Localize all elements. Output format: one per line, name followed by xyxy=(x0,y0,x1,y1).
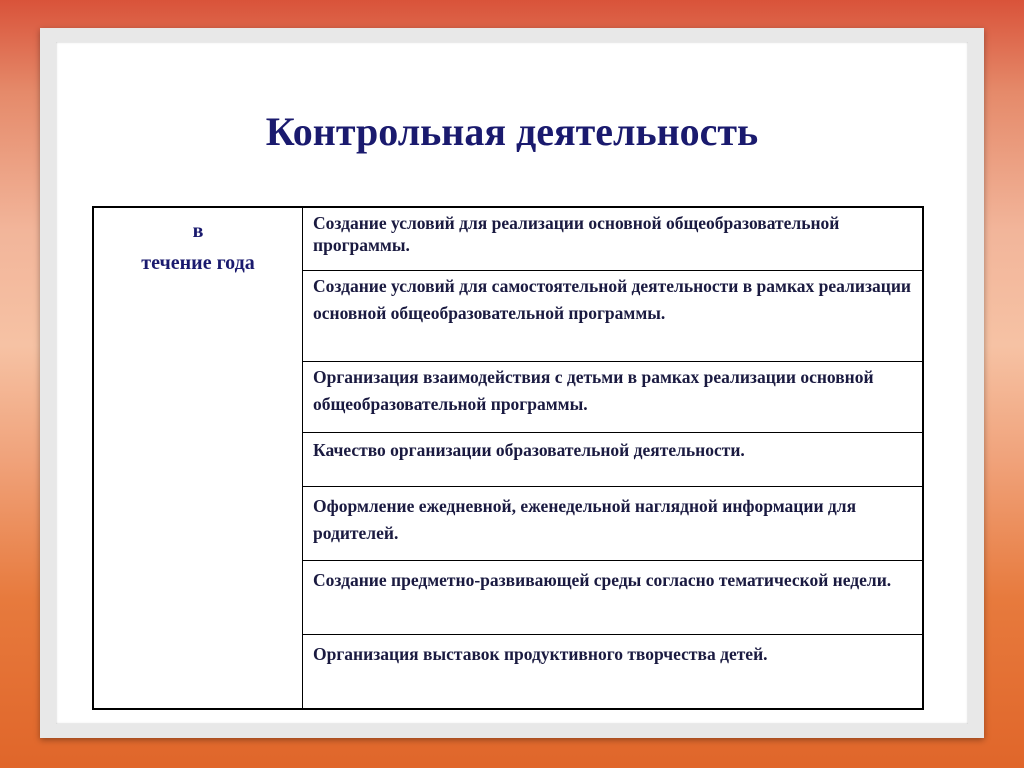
slide-canvas xyxy=(56,42,968,724)
period-line-1: в xyxy=(192,220,204,242)
control-activity-table xyxy=(92,206,924,710)
period-cell xyxy=(93,207,303,709)
activity-item: Качество организации образовательной деятельности. xyxy=(303,433,924,487)
table-row xyxy=(93,207,923,271)
activity-item: Создание предметно-развивающей среды согласно тематической недели. xyxy=(303,561,924,635)
slide-title: Контрольная деятельность xyxy=(265,109,759,154)
activity-item: Создание условий для самостоятельной деятельности в рамках реализации основной общеобразовательной программы. xyxy=(303,271,924,362)
activity-item: Организация выставок продуктивного творчества детей. xyxy=(303,635,924,710)
activity-item: Создание условий для реализации основной общеобразовательной программы. xyxy=(303,207,924,271)
activity-item: Оформление ежедневной, еженедельной наглядной информации для родителей. xyxy=(303,487,924,561)
period-line-2: течение года xyxy=(141,252,255,274)
slide-frame xyxy=(40,28,984,738)
activity-item: Организация взаимодействия с детьми в рамках реализации основной общеобразовательной программы. xyxy=(303,362,924,433)
